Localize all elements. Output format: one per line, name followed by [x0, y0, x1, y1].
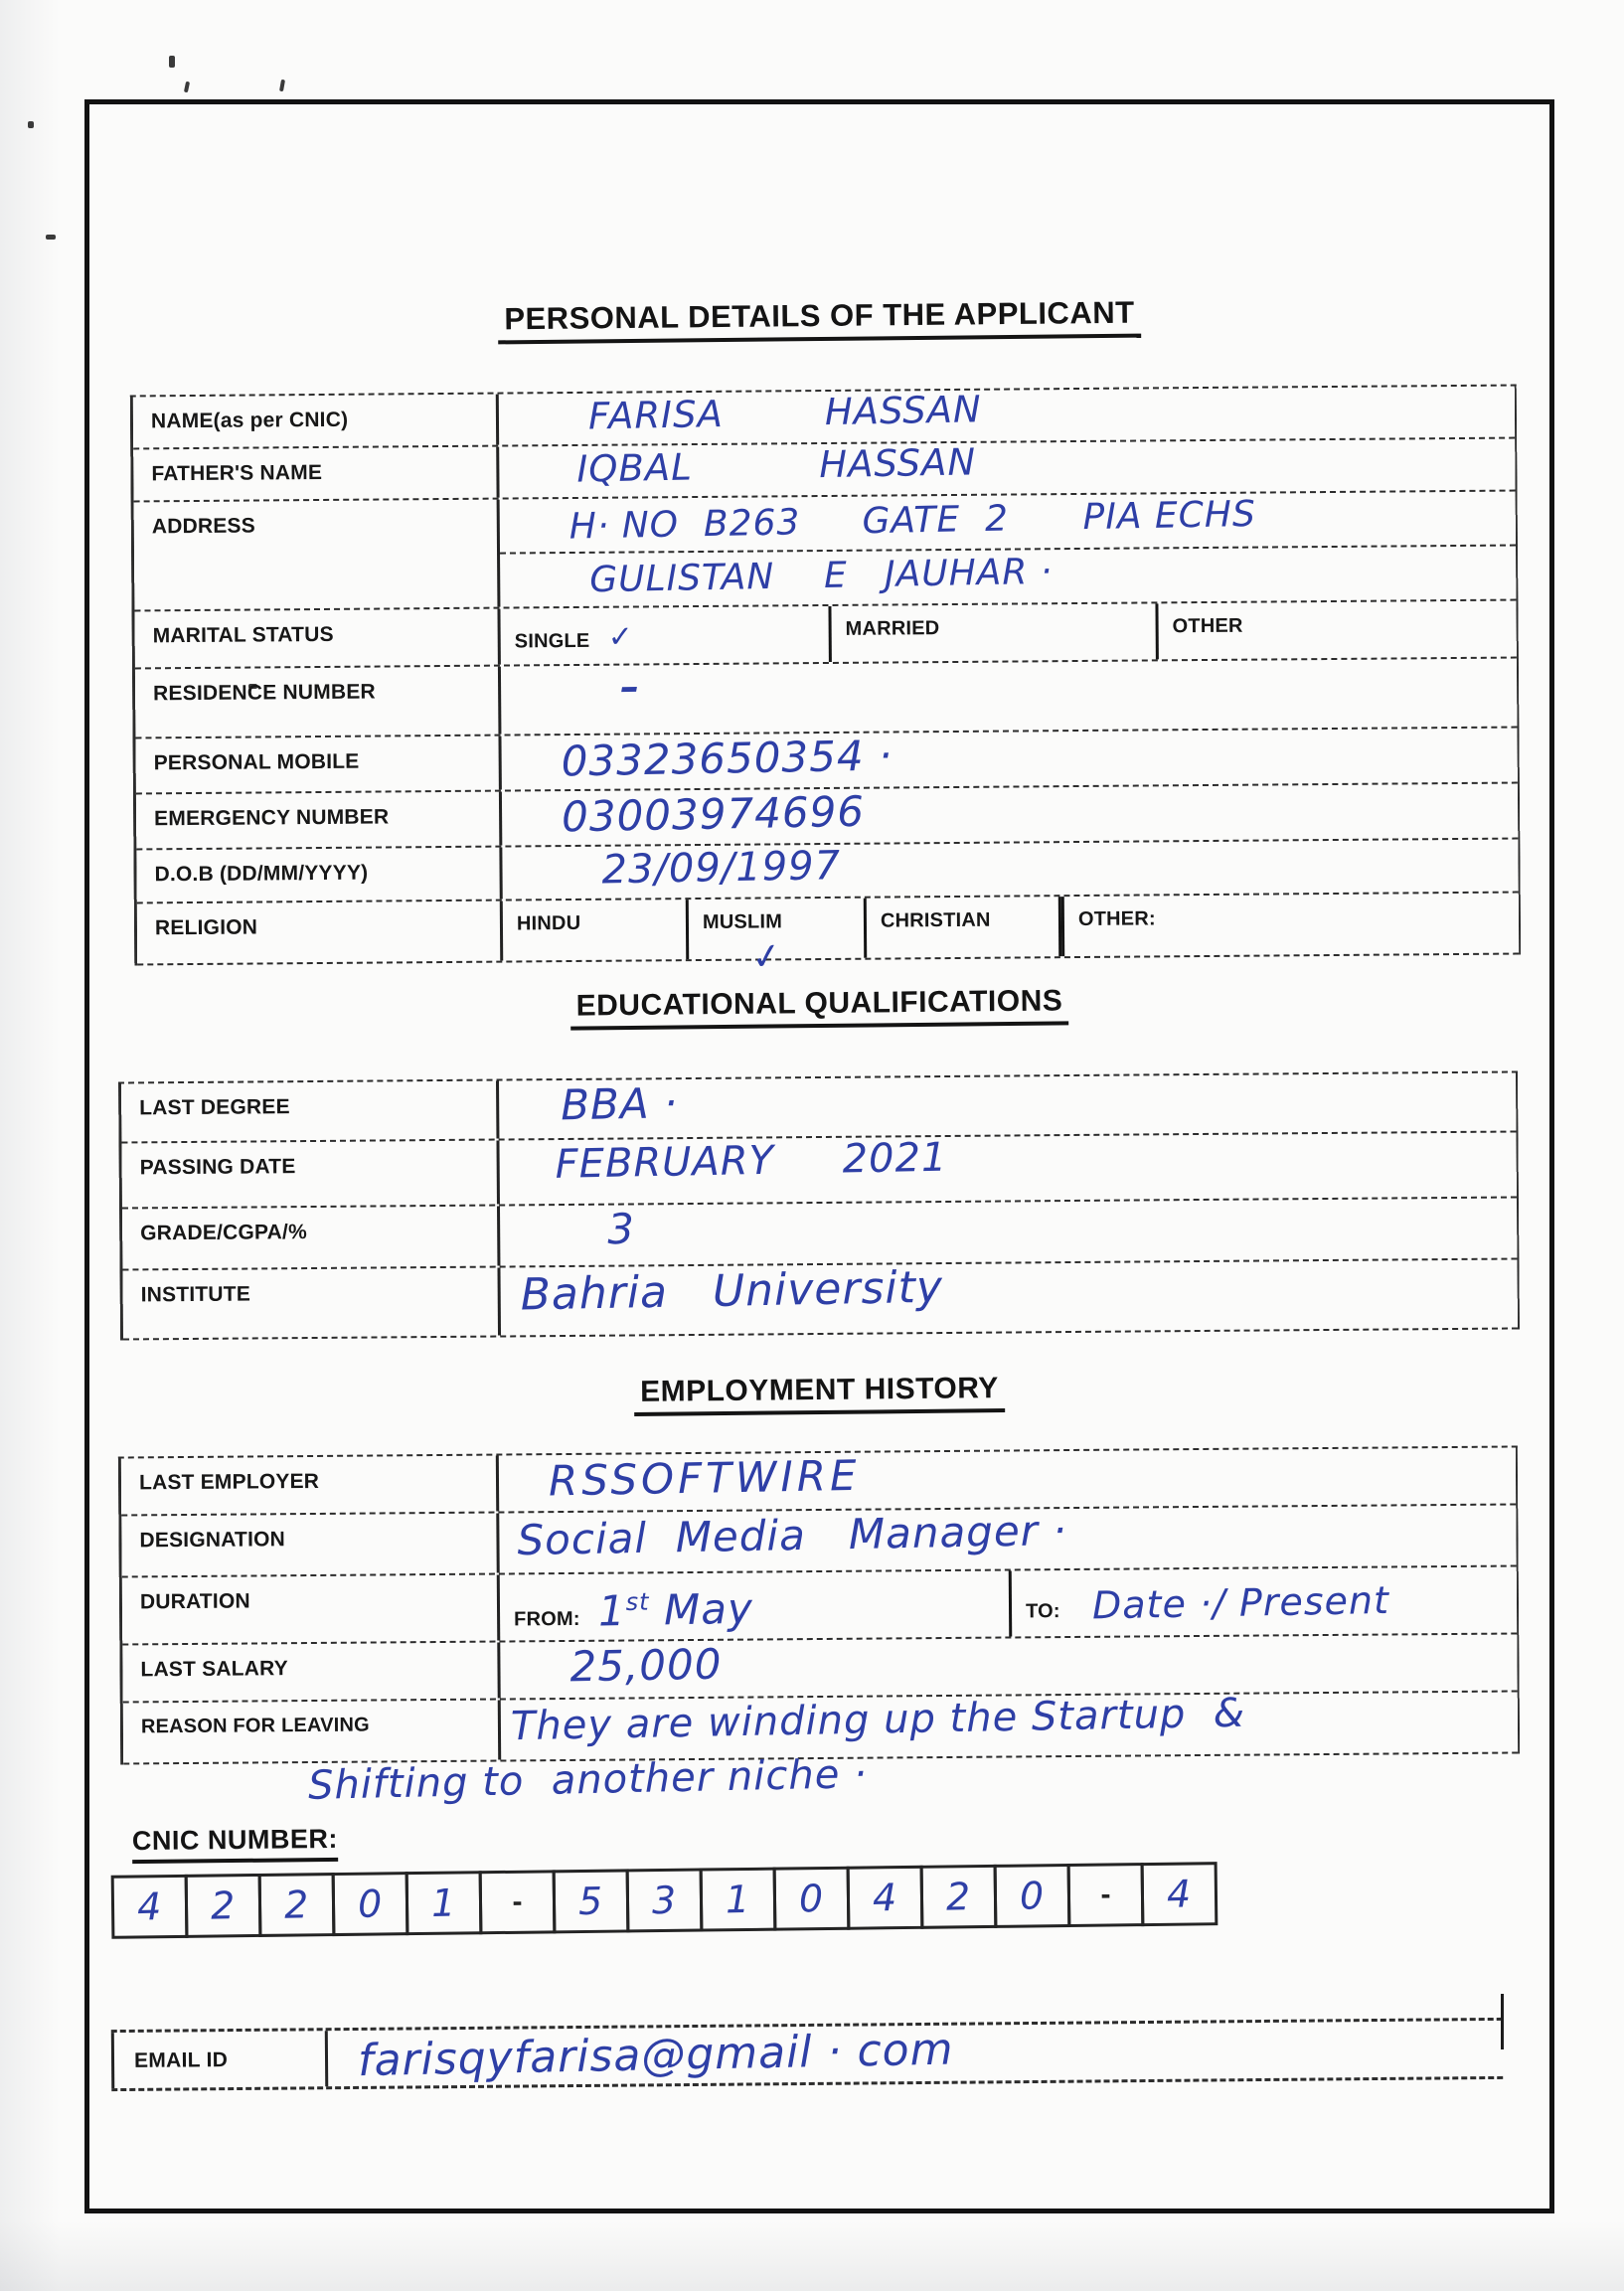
duration-to-label: TO:: [1025, 1600, 1060, 1623]
reason-for-leaving-label: REASON FOR LEAVING: [123, 1701, 501, 1763]
father-name-handwritten-value: IQBAL HASSAN: [575, 440, 977, 491]
email-row-right-tick: [1501, 1994, 1504, 2049]
religion-label: RELIGION: [137, 901, 503, 964]
emergency-number-handwritten-value: 03003974696: [561, 786, 866, 842]
cnic-separator-box: -: [479, 1870, 557, 1934]
single-checkmark: ✓: [607, 619, 635, 655]
grade-cgpa-value-cell: [500, 1198, 1517, 1265]
emergency-number-value-cell: [502, 784, 1518, 846]
passing-date-handwritten-value: FEBRUARY 2021: [555, 1134, 948, 1188]
address-value-cell: [500, 492, 1517, 607]
last-degree-label: LAST DEGREE: [121, 1081, 499, 1142]
dob-handwritten-value: 23/09/1997: [601, 843, 842, 894]
last-employer-label: LAST EMPLOYER: [121, 1456, 499, 1515]
scan-speck: [169, 56, 175, 68]
cnic-digit-box: 0: [332, 1872, 409, 1936]
email-id-label: EMAIL ID: [111, 2031, 328, 2088]
cnic-digit-box: 3: [626, 1869, 704, 1933]
last-employer-handwritten-value: RSSOFTWIRE: [548, 1450, 861, 1506]
cnic-digit-box: 0: [994, 1864, 1071, 1928]
marital-option-married: MARRIED: [828, 603, 1158, 662]
cnic-digit-box: 2: [185, 1874, 262, 1938]
designation-value-cell: [499, 1505, 1516, 1572]
duration-from: [500, 1571, 1010, 1641]
religion-options: [503, 894, 1519, 980]
muslim-checkmark: ✓: [748, 934, 786, 980]
cnic-number-boxes: [111, 1862, 1216, 1939]
cnic-digit-box: 5: [553, 1869, 630, 1933]
row-institute: [122, 1259, 1518, 1340]
last-salary-value-cell: [500, 1634, 1517, 1698]
address-label: ADDRESS: [134, 500, 501, 610]
cnic-digit-box: 2: [920, 1865, 998, 1929]
reason-handwritten-line1: They are winding up the Startup &: [510, 1690, 1246, 1750]
institute-label: INSTITUTE: [122, 1268, 501, 1339]
duration-value-cell: [500, 1566, 1517, 1640]
religion-option-hindu: HINDU: [516, 911, 581, 935]
reason-handwritten-line2: Shifting to another niche ·: [307, 1751, 869, 1809]
last-employer-value-cell: [499, 1447, 1516, 1511]
education-table: [118, 1070, 1520, 1340]
personal-mobile-label: PERSONAL MOBILE: [135, 736, 501, 793]
duration-to-handwritten-value: Date ·/ Present: [1091, 1577, 1390, 1628]
cnic-digit-box: 2: [258, 1873, 336, 1937]
religion-option-muslim: MUSLIM: [686, 899, 867, 959]
scan-speck: [184, 82, 190, 93]
email-id-value-cell: [328, 2026, 954, 2086]
cnic-separator-box: -: [1067, 1863, 1145, 1927]
personal-mobile-handwritten-value: 03323650354 ·: [561, 731, 893, 786]
cnic-number-heading: CNIC NUMBER:: [132, 1824, 338, 1864]
marital-status-label: MARITAL STATUS: [134, 609, 500, 668]
reason-for-leaving-value-cell: [501, 1692, 1518, 1759]
address-line-2: [500, 547, 1516, 607]
row-duration: [122, 1566, 1517, 1645]
institute-handwritten-value: Bahria University: [520, 1261, 944, 1321]
religion-option-other: OTHER:: [1061, 894, 1519, 957]
duration-to: [1009, 1566, 1518, 1636]
residence-number-value-cell: [501, 659, 1518, 735]
cnic-digit-box: 4: [847, 1866, 924, 1930]
scan-speck: [46, 235, 56, 240]
last-salary-handwritten-value: 25,000: [569, 1639, 723, 1692]
dob-label: D.O.B (DD/MM/YYYY): [136, 848, 502, 902]
name-value-cell: [499, 387, 1515, 445]
grade-cgpa-label: GRADE/CGPA/%: [122, 1207, 500, 1269]
designation-label: DESIGNATION: [121, 1514, 499, 1576]
last-degree-handwritten-value: BBA ·: [560, 1078, 679, 1130]
email-id-row: [111, 2018, 1503, 2091]
row-religion: [137, 894, 1519, 980]
residence-number-handwritten-value: –: [619, 664, 641, 710]
passing-date-label: PASSING DATE: [121, 1141, 499, 1208]
row-address: [134, 492, 1517, 612]
duration-from-handwritten-value: 1st May: [597, 1583, 754, 1636]
personal-mobile-value-cell: [501, 729, 1517, 790]
cnic-digit-box: 4: [111, 1875, 189, 1939]
employment-title-text: EMPLOYMENT HISTORY: [634, 1372, 1005, 1416]
father-name-value-cell: [499, 439, 1515, 498]
last-degree-value-cell: [499, 1072, 1516, 1138]
residence-number-label: RESIDENCE NUMBER: [135, 667, 502, 737]
marital-option-other: OTHER: [1172, 614, 1243, 638]
row-designation: [121, 1505, 1516, 1577]
duration-from-label: FROM:: [514, 1607, 580, 1631]
education-title-text: EDUCATIONAL QUALIFICATIONS: [569, 984, 1068, 1030]
duration-label: DURATION: [122, 1575, 501, 1644]
email-handwritten-value: farisqyfarisa@gmail · com: [357, 2024, 954, 2087]
scan-speck: [279, 80, 285, 92]
religion-option-christian: CHRISTIAN: [867, 897, 1061, 958]
cnic-digit-box: 4: [1141, 1862, 1218, 1926]
address-line-1: [500, 492, 1516, 555]
address-handwritten-line2: GULISTAN E JAUHAR ·: [588, 551, 1054, 601]
address-handwritten-line1: H· NO B263 GATE 2 PIA ECHS: [568, 493, 1257, 548]
personal-title-text: PERSONAL DETAILS OF THE APPLICANT: [498, 295, 1141, 345]
institute-value-cell: [500, 1259, 1518, 1335]
cnic-digit-box: 1: [700, 1868, 777, 1932]
cnic-digit-box: 1: [406, 1871, 483, 1935]
row-passing-date: [121, 1132, 1516, 1209]
row-residence-number: [135, 659, 1518, 739]
cnic-digit-box: 0: [773, 1867, 851, 1931]
designation-handwritten-value: Social Media Manager ·: [517, 1506, 1068, 1565]
dob-value-cell: [502, 840, 1518, 900]
name-handwritten-value: FARISA HASSAN: [587, 388, 983, 438]
personal-details-table: [130, 385, 1521, 980]
passing-date-value-cell: [499, 1132, 1516, 1204]
employment-table: [118, 1445, 1520, 1764]
scan-edge-shading-bottom: [0, 2221, 1624, 2291]
father-name-label: FATHER'S NAME: [133, 447, 499, 501]
marital-option-single: SINGLE ✓: [514, 619, 635, 655]
row-last-degree: [121, 1072, 1516, 1143]
row-marital-status: [134, 601, 1516, 670]
last-salary-label: LAST SALARY: [122, 1643, 500, 1702]
row-grade-cgpa: [122, 1198, 1517, 1270]
grade-cgpa-handwritten-value: 3: [606, 1204, 636, 1254]
scan-speck: [28, 121, 34, 128]
name-label: NAME(as per CNIC): [133, 395, 499, 448]
emergency-number-label: EMERGENCY NUMBER: [136, 792, 502, 849]
marital-status-options: [500, 601, 1516, 665]
reason-overflow-line: [307, 1751, 869, 1809]
scan-edge-shading-left: [0, 0, 60, 2291]
